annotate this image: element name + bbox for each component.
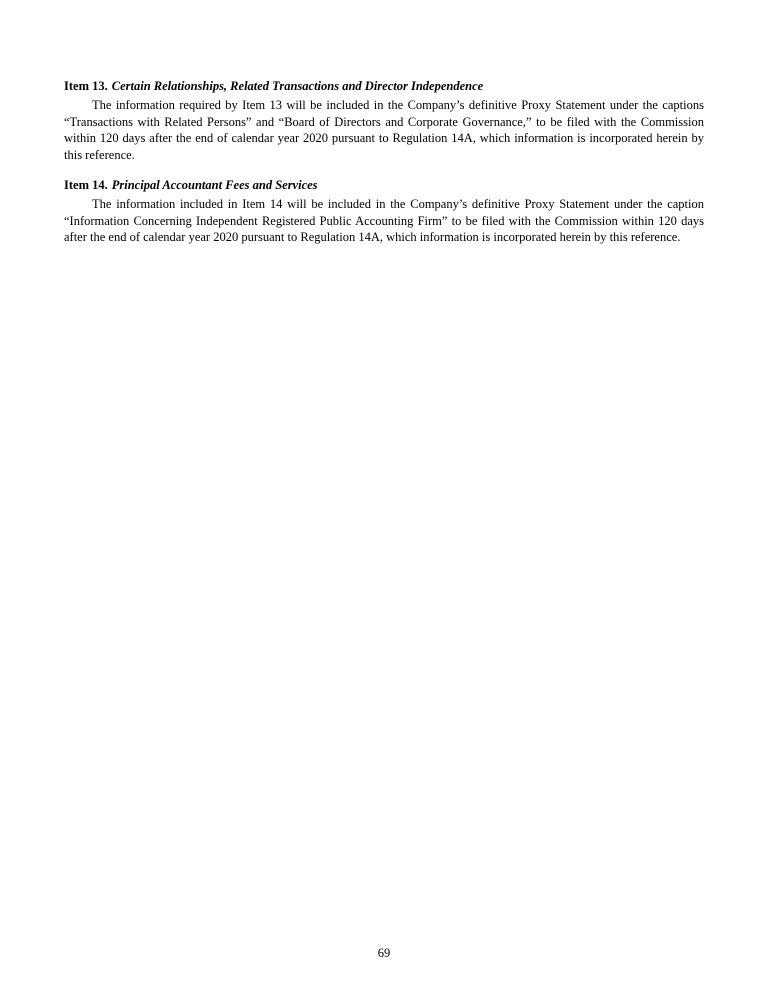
page-number: 69: [377, 946, 391, 960]
item-13-heading: [64, 78, 704, 95]
item-13-section: [64, 78, 704, 163]
document-page: [64, 78, 704, 246]
item-14-body: The information included in Item 14 will be included in the Company’s definitive Proxy Statement under the caption “Information Concerning Independent Registered Public Accounting Firm” to be filed with the Commission within 120 days after the end of calendar year 2020 pursuant to Regulation 14A, which information is incorporated herein by this reference.: [64, 197, 704, 244]
item-13-body: The information required by Item 13 will be included in the Company’s definitive Proxy Statement under the captions “Transactions with Related Persons” and “Board of Directors and Corporate Governance,” to be filed with the Commission within 120 days after the end of calendar year 2020 pursuant to Regulation 14A, which information is incorporated herein by this reference.: [64, 98, 704, 162]
item-13-title: Certain Relationships, Related Transactions and Director Independence: [111, 79, 484, 93]
item-13-number: Item 13.: [64, 79, 108, 93]
item-14-number: Item 14.: [64, 178, 108, 192]
item-14-title: Principal Accountant Fees and Services: [111, 178, 318, 192]
item-14-section: [64, 177, 704, 246]
item-14-heading: [64, 177, 704, 194]
